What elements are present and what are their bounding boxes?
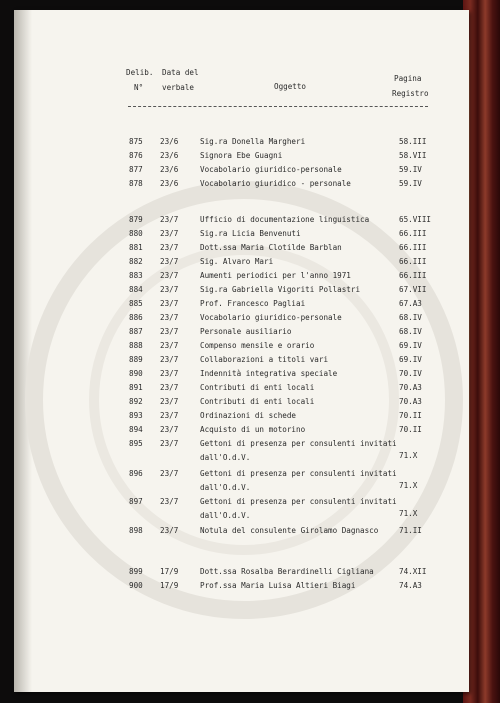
row-page: 69.IV (399, 341, 422, 350)
row-subject: Prof.ssa Maria Luisa Altieri Biagi (200, 581, 356, 590)
row-subject: Acquisto di un motorino (200, 425, 306, 434)
row-page: 70.IV (399, 369, 422, 378)
row-page: 74.XII (399, 567, 427, 576)
header-verbale: verbale (162, 83, 195, 92)
row-subject: Sig. Alvaro Mari (200, 257, 274, 266)
row-subject: Indennità integrativa speciale (200, 369, 338, 378)
row-date: 23/7 (160, 313, 179, 322)
row-date: 23/6 (160, 137, 179, 146)
row-page: 68.IV (399, 327, 422, 336)
row-subject: Compenso mensile e orario (200, 341, 315, 350)
row-number: 878 (129, 179, 143, 188)
row-number: 887 (129, 327, 143, 336)
row-number: 875 (129, 137, 143, 146)
row-number: 900 (129, 581, 143, 590)
row-date: 23/7 (160, 299, 179, 308)
row-subject: Aumenti periodici per l'anno 1971 (200, 271, 351, 280)
row-page: 70.A3 (399, 397, 422, 406)
row-page: 66.III (399, 271, 427, 280)
row-date: 23/7 (160, 271, 179, 280)
row-subject: Vocabolario giuridico-personale (200, 165, 342, 174)
row-page: 58.III (399, 137, 427, 146)
row-date: 23/7 (160, 355, 179, 364)
row-date: 23/6 (160, 151, 179, 160)
row-page: 68.IV (399, 313, 422, 322)
row-subject: Sig.ra Donella Margheri (200, 137, 306, 146)
row-date: 23/7 (160, 327, 179, 336)
row-subject: Vocabolario giuridico - personale (200, 179, 351, 188)
row-date: 23/6 (160, 165, 179, 174)
row-page: 65.VIII (399, 215, 432, 224)
row-subject: Ordinazioni di schede (200, 411, 297, 420)
row-number: 880 (129, 229, 143, 238)
row-date: 23/7 (160, 425, 179, 434)
row-number: 899 (129, 567, 143, 576)
row-number: 890 (129, 369, 143, 378)
row-number: 885 (129, 299, 143, 308)
row-subject: Collaborazioni a titoli vari (200, 355, 329, 364)
row-subject: Dott.ssa Rosalba Berardinelli Cigliana (200, 567, 374, 576)
row-date: 23/7 (160, 411, 179, 420)
row-date: 23/7 (160, 341, 179, 350)
row-date: 23/7 (160, 285, 179, 294)
header-pagina: Pagina (394, 74, 422, 83)
row-date: 23/7 (160, 526, 179, 535)
row-subject-continued: dall'O.d.V. (200, 511, 251, 520)
row-number: 881 (129, 243, 143, 252)
row-page: 70.II (399, 425, 422, 434)
row-subject: Vocabolario giuridico-personale (200, 313, 342, 322)
row-date: 23/7 (160, 497, 179, 506)
row-page: 70.A3 (399, 383, 422, 392)
row-number: 897 (129, 497, 143, 506)
row-number: 891 (129, 383, 143, 392)
row-date: 23/7 (160, 229, 179, 238)
row-date: 23/7 (160, 439, 179, 448)
row-number: 883 (129, 271, 143, 280)
row-number: 889 (129, 355, 143, 364)
row-page: 59.IV (399, 165, 422, 174)
header-registro: Registro (392, 89, 429, 98)
header-oggetto: Oggetto (274, 82, 307, 91)
row-date: 23/7 (160, 383, 179, 392)
row-number: 888 (129, 341, 143, 350)
row-subject: Gettoni di presenza per consulenti invitati (200, 439, 397, 448)
row-page: 66.III (399, 243, 427, 252)
row-page: 58.VII (399, 151, 427, 160)
row-page: 66.III (399, 229, 427, 238)
row-page: 74.A3 (399, 581, 422, 590)
row-page: 67.VII (399, 285, 427, 294)
row-subject: Sig.ra Licia Benvenuti (200, 229, 301, 238)
row-page: 71.X (399, 451, 418, 460)
row-date: 23/7 (160, 243, 179, 252)
row-number: 895 (129, 439, 143, 448)
header-delib: Delib. (126, 68, 154, 77)
row-subject: Contributi di enti locali (200, 383, 315, 392)
row-subject-continued: dall'O.d.V. (200, 483, 251, 492)
row-number: 877 (129, 165, 143, 174)
row-subject: Personale ausiliario (200, 327, 292, 336)
row-subject: Prof. Francesco Pagliai (200, 299, 306, 308)
register-page (14, 10, 469, 692)
row-date: 23/7 (160, 215, 179, 224)
row-date: 23/7 (160, 469, 179, 478)
row-date: 23/6 (160, 179, 179, 188)
row-page: 69.IV (399, 355, 422, 364)
row-date: 17/9 (160, 581, 179, 590)
header-numero: N° (134, 83, 144, 92)
row-page: 66.III (399, 257, 427, 266)
row-subject: Notula del consulente Girolamo Dagnasco (200, 526, 379, 535)
row-date: 23/7 (160, 257, 179, 266)
row-subject: Gettoni di presenza per consulenti invitati (200, 469, 397, 478)
row-date: 17/9 (160, 567, 179, 576)
row-number: 886 (129, 313, 143, 322)
row-date: 23/7 (160, 397, 179, 406)
row-number: 879 (129, 215, 143, 224)
row-number: 896 (129, 469, 143, 478)
row-page: 71.X (399, 509, 418, 518)
row-number: 892 (129, 397, 143, 406)
row-page: 67.A3 (399, 299, 422, 308)
row-number: 876 (129, 151, 143, 160)
row-number: 893 (129, 411, 143, 420)
row-number: 894 (129, 425, 143, 434)
register-entries (14, 10, 469, 692)
row-subject: Ufficio di documentazione linguistica (200, 215, 370, 224)
row-subject: Signora Ebe Guagni (200, 151, 283, 160)
row-page: 71.X (399, 481, 418, 490)
row-subject: Dott.ssa Maria Clotilde Barblan (200, 243, 342, 252)
row-page: 71.II (399, 526, 422, 535)
header-data: Data del (162, 68, 199, 77)
row-number: 882 (129, 257, 143, 266)
row-subject: Contributi di enti locali (200, 397, 315, 406)
row-subject-continued: dall'O.d.V. (200, 453, 251, 462)
row-date: 23/7 (160, 369, 179, 378)
row-page: 70.II (399, 411, 422, 420)
row-page: 59.IV (399, 179, 422, 188)
row-subject: Gettoni di presenza per consulenti invitati (200, 497, 397, 506)
row-number: 884 (129, 285, 143, 294)
row-number: 898 (129, 526, 143, 535)
row-subject: Sig.ra Gabriella Vigoriti Pollastri (200, 285, 361, 294)
